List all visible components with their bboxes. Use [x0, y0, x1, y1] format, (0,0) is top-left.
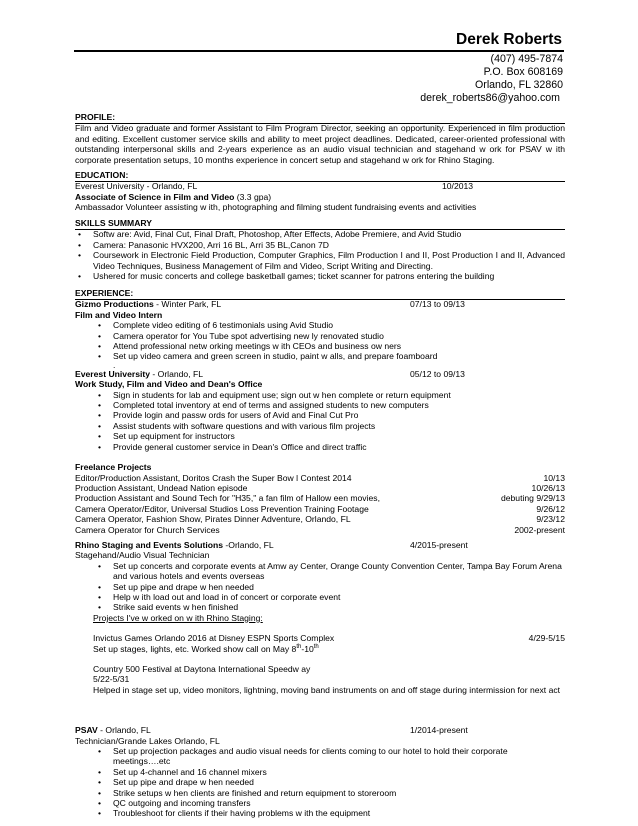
project-detail: Helped in stage set up, video monitors, lightning, moving band instruments on and off stage during intermission for next act — [93, 684, 561, 695]
list-item: • Troubleshoot for clients if their having problems w ith the equipment — [75, 808, 565, 818]
skills-section — [75, 218, 565, 281]
freelance-date: 10/13 — [543, 472, 565, 483]
list-item: • Strike said events w hen finished — [75, 602, 565, 612]
table-row — [75, 473, 565, 483]
list-item: • Set up pipe and drape w hen needed — [75, 777, 565, 787]
project-detail-text: Set up stages, lights, etc. Worked show call on May 8 — [93, 643, 297, 654]
job-location: - Orlando, FL — [97, 725, 151, 736]
list-item: • Set up projection packages and audio visual needs for clients coming to our hotel to hold their corporate meetings….etc — [75, 746, 565, 767]
list-item: • Set up equipment for instructors — [75, 431, 565, 441]
table-row — [75, 504, 565, 514]
project-detail — [75, 644, 565, 654]
job-dates: 4/2015-present — [410, 539, 468, 550]
list-item: • Completed total inventory at end of terms and assigned students to new computers — [75, 400, 565, 410]
freelance-date: 9/26/12 — [536, 503, 565, 514]
education-section — [75, 170, 565, 213]
profile-divider — [75, 123, 565, 124]
education-school: Everest University - Orlando, FL — [75, 181, 198, 192]
list-item: • Complete video editing of 6 testimonials using Avid Studio — [75, 320, 565, 330]
list-item: • Camera: Panasonic HVX200, Arri 16 BL, Arri 35 BL,Canon 7D — [75, 240, 565, 250]
list-item: • Strike setups w hen clients are finished and return equipment to storeroom — [75, 788, 565, 798]
job-duties — [75, 746, 565, 819]
table-row — [75, 514, 565, 524]
list-item: • Sign in students for lab and equipment use; sign out w hen complete or return equipment — [75, 390, 565, 400]
freelance-heading: Freelance Projects — [75, 462, 152, 473]
skills-list — [75, 229, 565, 281]
list-item: • Provide login and passw ords for users of Avid and Final Cut Pro — [75, 410, 565, 420]
freelance-date: 9/23/12 — [536, 514, 565, 525]
education-gpa: (3.3 gpa) — [234, 191, 272, 202]
job-title: Stagehand/Audio Visual Technician — [75, 550, 210, 561]
project-title: Country 500 Festival at Daytona International Speedw ay — [93, 664, 311, 674]
job-rhino — [75, 540, 565, 550]
job-company: Gizmo Productions — [75, 299, 154, 310]
job-location: -Orlando, FL — [223, 539, 274, 550]
contact-po-box: P.O. Box 608169 — [483, 66, 563, 78]
skills-heading: SKILLS SUMMARY — [75, 218, 153, 228]
ordinal-suffix: th — [313, 643, 319, 650]
table-row — [75, 483, 565, 493]
job-everest — [75, 369, 565, 379]
freelance-project: Camera Operator, Fashion Show, Pirates Dinner Adventure, Orlando, FL — [75, 514, 351, 525]
list-item: • Ushered for music concerts and college basketball games; ticket scanner for patrons entering the building — [75, 271, 565, 281]
job-dates: 07/13 to 09/13 — [410, 299, 465, 310]
profile-section — [75, 112, 565, 165]
contact-city: Orlando, FL 32860 — [475, 79, 563, 91]
stray-mark: . — [113, 359, 116, 370]
job-duties — [75, 390, 565, 452]
freelance-project: Production Assistant and Sound Tech for "H35," a fan film of Hallow een movies, — [75, 493, 380, 504]
rhino-project-invictus — [75, 633, 565, 643]
job-duties — [75, 320, 565, 362]
job-location: - Orlando, FL — [150, 368, 204, 379]
list-item: • Help w ith load out and load in of concert or corporate event — [75, 592, 565, 602]
freelance-project: Camera Operator for Church Services — [75, 524, 220, 535]
education-degree: Associate of Science in Film and Video — [75, 191, 235, 202]
contact-phone: (407) 495-7874 — [490, 53, 563, 65]
job-dates: 05/12 to 09/13 — [410, 368, 465, 379]
list-item: • Attend professional netw orking meetings w ith CEOs and business ow ners — [75, 341, 565, 351]
list-item: • QC outgoing and incoming transfers — [75, 798, 565, 808]
rhino-projects-heading: Projects I've w orked on w ith Rhino Staging: — [93, 612, 263, 623]
freelance-project: Production Assistant, Undead Nation episode — [75, 482, 248, 493]
freelance-project: Camera Operator/Editor, Universal Studios Loss Prevention Training Footage — [75, 503, 369, 514]
job-title: Technician/Grande Lakes Orlando, FL — [75, 735, 220, 746]
project-dates: 4/29-5/15 — [528, 633, 565, 644]
list-item: • Softw are: Avid, Final Cut, Final Draft, Photoshop, After Effects, Adobe Premiere, and Avid Studio — [75, 229, 565, 239]
job-title: Film and Video Intern — [75, 309, 163, 320]
freelance-project: Editor/Production Assistant, Doritos Crash the Super Bow l Contest 2014 — [75, 472, 352, 483]
list-item: • Assist students with software questions and with various film projects — [75, 421, 565, 431]
education-date: 10/2013 — [442, 181, 474, 192]
project-title: Invictus Games Orlando 2016 at Disney ESPN Sports Complex — [93, 633, 335, 644]
freelance-date: 10/26/13 — [531, 482, 565, 493]
freelance-list — [75, 473, 565, 535]
experience-section — [75, 288, 565, 819]
freelance-date: debuting 9/29/13 — [500, 493, 565, 504]
job-company: Rhino Staging and Events Solutions — [75, 539, 224, 550]
list-item: • Set up concerts and corporate events at Amw ay Center, Orange County Convention Center, Tampa Bay Forum Arena and various hotels and events overseas — [75, 561, 565, 582]
header-divider — [74, 50, 564, 52]
profile-text: Film and Video graduate and former Assistant to Film Program Director, seeking an opportunity. Experienced in film production and editing. Excellent customer service skills and ability to meet project deadlines. Dedicated, career-oriented professional with outstanding interpersonal skills and 2-years experience as an audio visual technician and stagehand w ork for PSAV w ith corporate presentation setups, 10 months experience in concert setup and stagehand w ork for Rhino Staging. — [75, 123, 565, 165]
education-note: Ambassador Volunteer assisting w ith, photographing and filming student fundraising events and activities — [75, 202, 477, 213]
job-company: PSAV — [75, 725, 98, 736]
ordinal-suffix: th — [296, 643, 302, 650]
job-company: Everest University — [75, 368, 150, 379]
job-duties — [75, 561, 565, 613]
project-detail-text: -10 — [301, 643, 314, 654]
list-item: • Coursework in Electronic Field Production, Computer Graphics, Film Production I and II, Post Production I and II, Advanced Video Techniques, Business Management of Film and Video, Script Writing and Directing. — [75, 250, 565, 271]
job-dates: 1/2014-present — [410, 725, 468, 736]
education-heading: EDUCATION: — [75, 170, 129, 180]
profile-heading: PROFILE: — [75, 112, 116, 122]
list-item: • Camera operator for You Tube spot advertising new ly renovated studio — [75, 331, 565, 341]
job-title: Work Study, Film and Video and Dean's Office — [75, 379, 263, 390]
list-item: • Set up video camera and green screen in studio, paint w alls, and prepare foamboard — [75, 351, 565, 361]
experience-heading: EXPERIENCE: — [75, 288, 134, 298]
candidate-name: Derek Roberts — [456, 31, 562, 48]
job-gizmo — [75, 299, 565, 309]
project-dates: 5/22-5/31 — [93, 674, 130, 685]
job-psav — [75, 725, 565, 735]
list-item: • Provide general customer service in Dean's Office and direct traffic — [75, 442, 565, 452]
list-item: • Set up pipe and drape w hen needed — [75, 582, 565, 592]
table-row — [75, 493, 565, 503]
job-location: - Winter Park, FL — [153, 299, 222, 310]
list-item: • Set up 4-channel and 16 channel mixers — [75, 767, 565, 777]
freelance-date: 2002-present — [514, 524, 565, 535]
contact-email[interactable]: derek_roberts86@yahoo.com — [420, 92, 560, 104]
table-row — [75, 525, 565, 535]
